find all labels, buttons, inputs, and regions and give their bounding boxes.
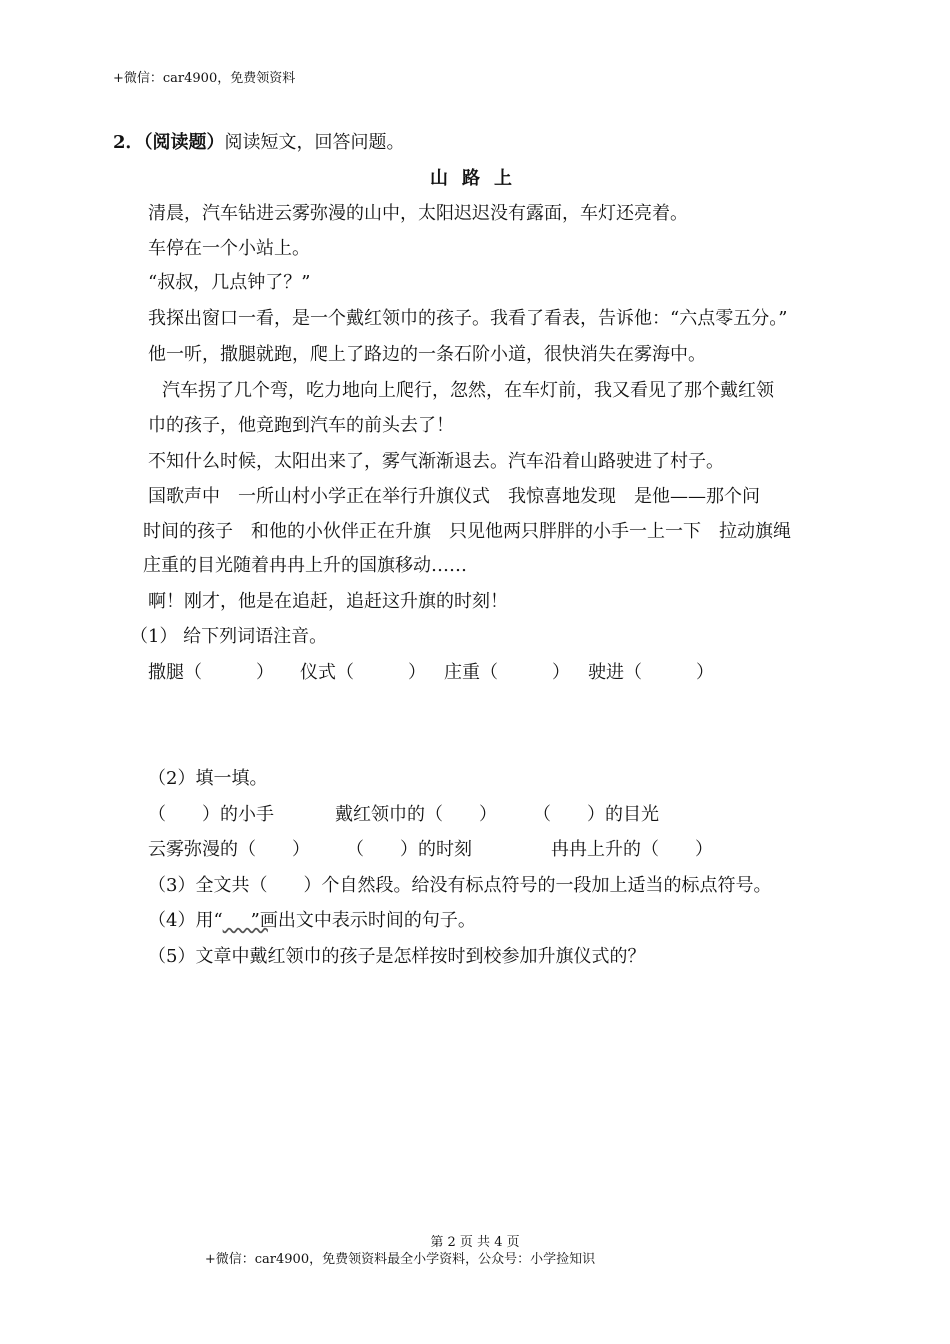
fill-item: （ ）的目光 — [533, 804, 659, 825]
passage-paragraph: 庄重的目光随着冉冉上升的国旗移动…… — [143, 555, 467, 576]
question-heading — [113, 128, 405, 154]
passage-paragraph: 国歌声中 一所山村小学正在举行升旗仪式 我惊喜地发现 是他——那个问 — [148, 486, 760, 507]
wavy-line-mark — [223, 910, 251, 931]
passage-paragraph: 我探出窗口一看，是一个戴红领巾的孩子。我看了看表，告诉他：“六点零五分。” — [148, 308, 788, 329]
subquestion-3: （3）全文共（ ）个自然段。给没有标点符号的一段加上适当的标点符号。 — [148, 875, 772, 896]
subquestion-2-label: （2）填一填。 — [148, 768, 268, 789]
passage-paragraph: 他一听，撒腿就跑，爬上了路边的一条石阶小道，很快消失在雾海中。 — [148, 344, 706, 365]
passage-paragraph: “叔叔，几点钟了？” — [148, 272, 311, 293]
subquestion-5: （5）文章中戴红领巾的孩子是怎样按时到校参加升旗仪式的？ — [148, 946, 646, 967]
pinyin-item: 庄重（ ） — [444, 662, 570, 683]
header-note: +微信：car4900，免费领资料 — [113, 71, 296, 86]
subquestion-4-after: ”画出文中表示时间的句子。 — [250, 910, 476, 931]
subquestion-4-before: （4）用“ — [148, 910, 223, 931]
question-number: 2． — [113, 132, 144, 153]
passage-paragraph: 汽车拐了几个弯，吃力地向上爬行，忽然，在车灯前，我又看见了那个戴红领 — [162, 380, 774, 401]
footer-note: +微信：car4900，免费领资料最全小学资料，公众号：小学捡知识 — [204, 1252, 596, 1267]
passage-paragraph: 车停在一个小站上。 — [148, 238, 310, 259]
pinyin-item: 驶进（ ） — [588, 662, 714, 683]
question-prompt: 阅读短文，回答问题。 — [224, 132, 405, 153]
passage-title: 山路上 — [430, 168, 526, 189]
subquestion-1-label: （1） 给下列词语注音。 — [130, 626, 328, 647]
passage-paragraph: 不知什么时候，太阳出来了，雾气渐渐退去。汽车沿着山路驶进了村子。 — [148, 451, 724, 472]
fill-item: 云雾弥漫的（ ） — [148, 839, 310, 860]
subquestion-4 — [148, 906, 476, 932]
fill-item: 戴红领巾的（ ） — [335, 804, 497, 825]
fill-item: （ ）的时刻 — [346, 839, 472, 860]
pinyin-item: 撒腿（ ） — [148, 662, 274, 683]
passage-paragraph: 清晨，汽车钻进云雾弥漫的山中，太阳迟迟没有露面，车灯还亮着。 — [148, 203, 688, 224]
passage-paragraph: 时间的孩子 和他的小伙伴正在升旗 只见他两只胖胖的小手一上一下 拉动旗绳 — [143, 521, 791, 542]
fill-item: （ ）的小手 — [148, 804, 274, 825]
pinyin-item: 仪式（ ） — [300, 662, 426, 683]
passage-paragraph: 巾的孩子，他竟跑到汽车的前头去了！ — [148, 415, 454, 436]
question-type: （阅读题） — [143, 132, 225, 153]
fill-item: 冉冉上升的（ ） — [551, 839, 713, 860]
passage-paragraph: 啊！刚才，他是在追赶，追赶这升旗的时刻！ — [148, 591, 508, 612]
page-number: 第 2 页 共 4 页 — [430, 1235, 520, 1250]
